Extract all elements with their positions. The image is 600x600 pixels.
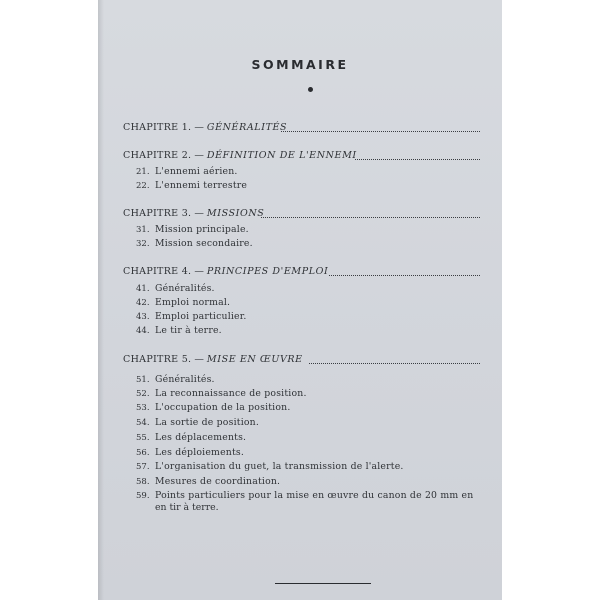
item-text: La sortie de position. bbox=[155, 417, 260, 428]
item-number: 42. bbox=[136, 298, 150, 308]
item-number: 58. bbox=[136, 477, 150, 487]
list-item bbox=[136, 388, 307, 400]
item-text: Les déplacements. bbox=[155, 432, 247, 443]
item-number: 44. bbox=[136, 326, 150, 336]
item-text: Généralités. bbox=[155, 374, 215, 385]
chapter-1-heading: CHAPITRE 1. — GÉNÉRALITÉS bbox=[123, 122, 490, 136]
list-item bbox=[136, 283, 215, 295]
chapter-title: DÉFINITION DE L'ENNEMI bbox=[206, 150, 357, 161]
chapter-title: MISSIONS bbox=[206, 208, 265, 219]
item-number: 32. bbox=[136, 239, 150, 249]
dot-leader bbox=[329, 275, 480, 276]
chapter-label: CHAPITRE 2. bbox=[123, 150, 192, 161]
list-item bbox=[136, 311, 247, 323]
chapter-5-heading: CHAPITRE 5. — MISE EN ŒUVRE bbox=[123, 354, 490, 368]
dot-leader bbox=[261, 217, 480, 218]
item-text: L'ennemi terrestre bbox=[155, 180, 248, 191]
item-text: Emploi normal. bbox=[155, 297, 231, 308]
item-number: 56. bbox=[136, 448, 150, 458]
item-number: 41. bbox=[136, 284, 150, 294]
list-item bbox=[136, 476, 280, 488]
list-item bbox=[136, 224, 249, 236]
item-text: Mission secondaire. bbox=[155, 238, 253, 249]
item-text: Points particuliers pour la mise en œuvre du canon de 20 mm en bbox=[155, 490, 474, 501]
list-item bbox=[136, 238, 253, 250]
item-number: 22. bbox=[136, 181, 150, 191]
chapter-label: CHAPITRE 5. bbox=[123, 354, 192, 365]
dot-leader bbox=[309, 363, 480, 364]
item-text: Les déploiements. bbox=[155, 447, 245, 458]
item-number: 52. bbox=[136, 389, 150, 399]
chapter-3-heading: CHAPITRE 3. — MISSIONS bbox=[123, 208, 490, 222]
list-item bbox=[136, 297, 230, 309]
chapter-label: CHAPITRE 3. bbox=[123, 208, 192, 219]
list-item bbox=[136, 432, 246, 444]
chapter-label: CHAPITRE 4. bbox=[123, 266, 192, 277]
list-item bbox=[136, 417, 259, 429]
item-text: Mesures de coordination. bbox=[155, 476, 281, 487]
chapter-label: CHAPITRE 1. bbox=[123, 122, 192, 133]
item-number: 54. bbox=[136, 418, 150, 428]
list-item bbox=[136, 461, 404, 473]
list-item bbox=[136, 447, 244, 459]
list-item bbox=[136, 180, 247, 192]
item-number: 21. bbox=[136, 167, 150, 177]
list-item bbox=[136, 166, 238, 178]
item-text: Le tir à terre. bbox=[155, 325, 222, 336]
item-number: 31. bbox=[136, 225, 150, 235]
chapter-title: MISE EN ŒUVRE bbox=[206, 354, 303, 365]
chapter-title: GÉNÉRALITÉS bbox=[206, 122, 288, 133]
item-number: 55. bbox=[136, 433, 150, 443]
item-number: 57. bbox=[136, 462, 150, 472]
chapter-title: PRINCIPES D'EMPLOI bbox=[206, 266, 329, 277]
dot-leader bbox=[355, 159, 480, 160]
list-item bbox=[136, 490, 496, 514]
item-text: Généralités. bbox=[155, 283, 215, 294]
document-page bbox=[98, 0, 502, 600]
item-number: 43. bbox=[136, 312, 150, 322]
item-text: Mission principale. bbox=[155, 224, 249, 235]
chapter-4-heading: CHAPITRE 4. — PRINCIPES D'EMPLOI bbox=[123, 266, 490, 280]
title-bullet bbox=[308, 87, 313, 92]
item-text: Emploi particulier. bbox=[155, 311, 247, 322]
chapter-2-heading: CHAPITRE 2. — DÉFINITION DE L'ENNEMI bbox=[123, 150, 490, 164]
item-text: L'occupation de la position. bbox=[155, 402, 291, 413]
page-title: SOMMAIRE bbox=[251, 57, 349, 72]
bottom-rule bbox=[275, 583, 371, 584]
list-item bbox=[136, 402, 291, 414]
item-text: L'organisation du guet, la transmission de l'alerte. bbox=[155, 461, 404, 472]
item-text-continuation: en tir à terre. bbox=[155, 502, 219, 513]
list-item bbox=[136, 374, 215, 386]
list-item bbox=[136, 325, 222, 337]
item-text: L'ennemi aérien. bbox=[155, 166, 238, 177]
item-number: 59. bbox=[136, 491, 150, 501]
item-text: La reconnaissance de position. bbox=[155, 388, 307, 399]
item-number: 53. bbox=[136, 403, 150, 413]
dot-leader bbox=[281, 131, 480, 132]
item-number: 51. bbox=[136, 375, 150, 385]
